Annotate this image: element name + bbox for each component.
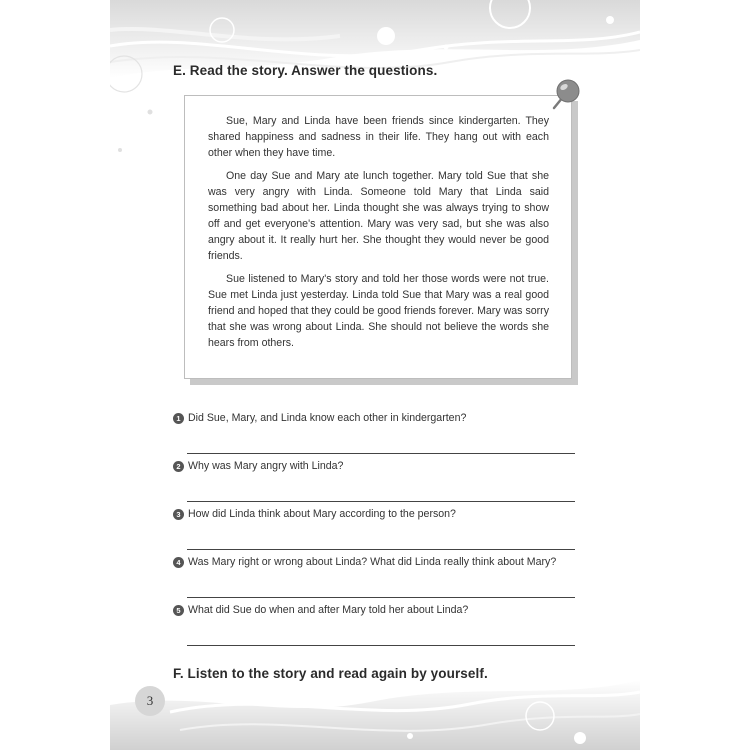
question-4 [173,555,593,595]
question-text: Was Mary right or wrong about Linda? What did Linda really think about Mary? [188,556,557,568]
section-f-title: F. Listen to the story and read again by yourself. [173,666,488,681]
story-box [184,95,572,379]
worksheet-page [110,0,640,750]
question-text: Did Sue, Mary, and Linda know each other in kindergarten? [188,412,467,424]
question-text: Why was Mary angry with Linda? [188,460,344,472]
answer-field-3[interactable] [187,536,575,550]
question-text: What did Sue do when and after Mary told her about Linda? [188,604,469,616]
story-paragraph-2: One day Sue and Mary ate lunch together. Mary told Sue that she was very angry with Linda. Someone told Mary that Linda said something bad about her. Linda thought she was always trying to show off and get everyone's attention. Mary was very sad, but she was also angry about it. It really hurt her. She thought they would never be good friends. [208,170,549,262]
question-5 [173,603,593,643]
answer-field-4[interactable] [187,584,575,598]
question-number-badge: 1 [173,413,184,424]
question-number-badge: 5 [173,605,184,616]
question-1 [173,411,593,451]
question-number-badge: 2 [173,461,184,472]
answer-field-1[interactable] [187,440,575,454]
page-number: 3 [135,686,165,716]
answer-field-2[interactable] [187,488,575,502]
question-number-badge: 3 [173,509,184,520]
story-paragraph-3: Sue listened to Mary's story and told her those words were not true. Sue met Linda just yesterday. Linda told Sue that Mary was a real good friend and hoped that they could be good friends forever. Mary was sorry that she was wrong about Linda. She should not believe the words she hears from others. [208,273,549,349]
question-number-badge: 4 [173,557,184,568]
pushpin-icon [548,78,580,114]
question-2 [173,459,593,499]
section-e-title: E. Read the story. Answer the questions. [173,63,438,78]
question-text: How did Linda think about Mary according to the person? [188,508,456,520]
answer-field-5[interactable] [187,632,575,646]
question-3 [173,507,593,547]
story-paragraph-1: Sue, Mary and Linda have been friends since kindergarten. They shared happiness and sadness in their life. They hang out with each other when they have time. [208,115,549,159]
